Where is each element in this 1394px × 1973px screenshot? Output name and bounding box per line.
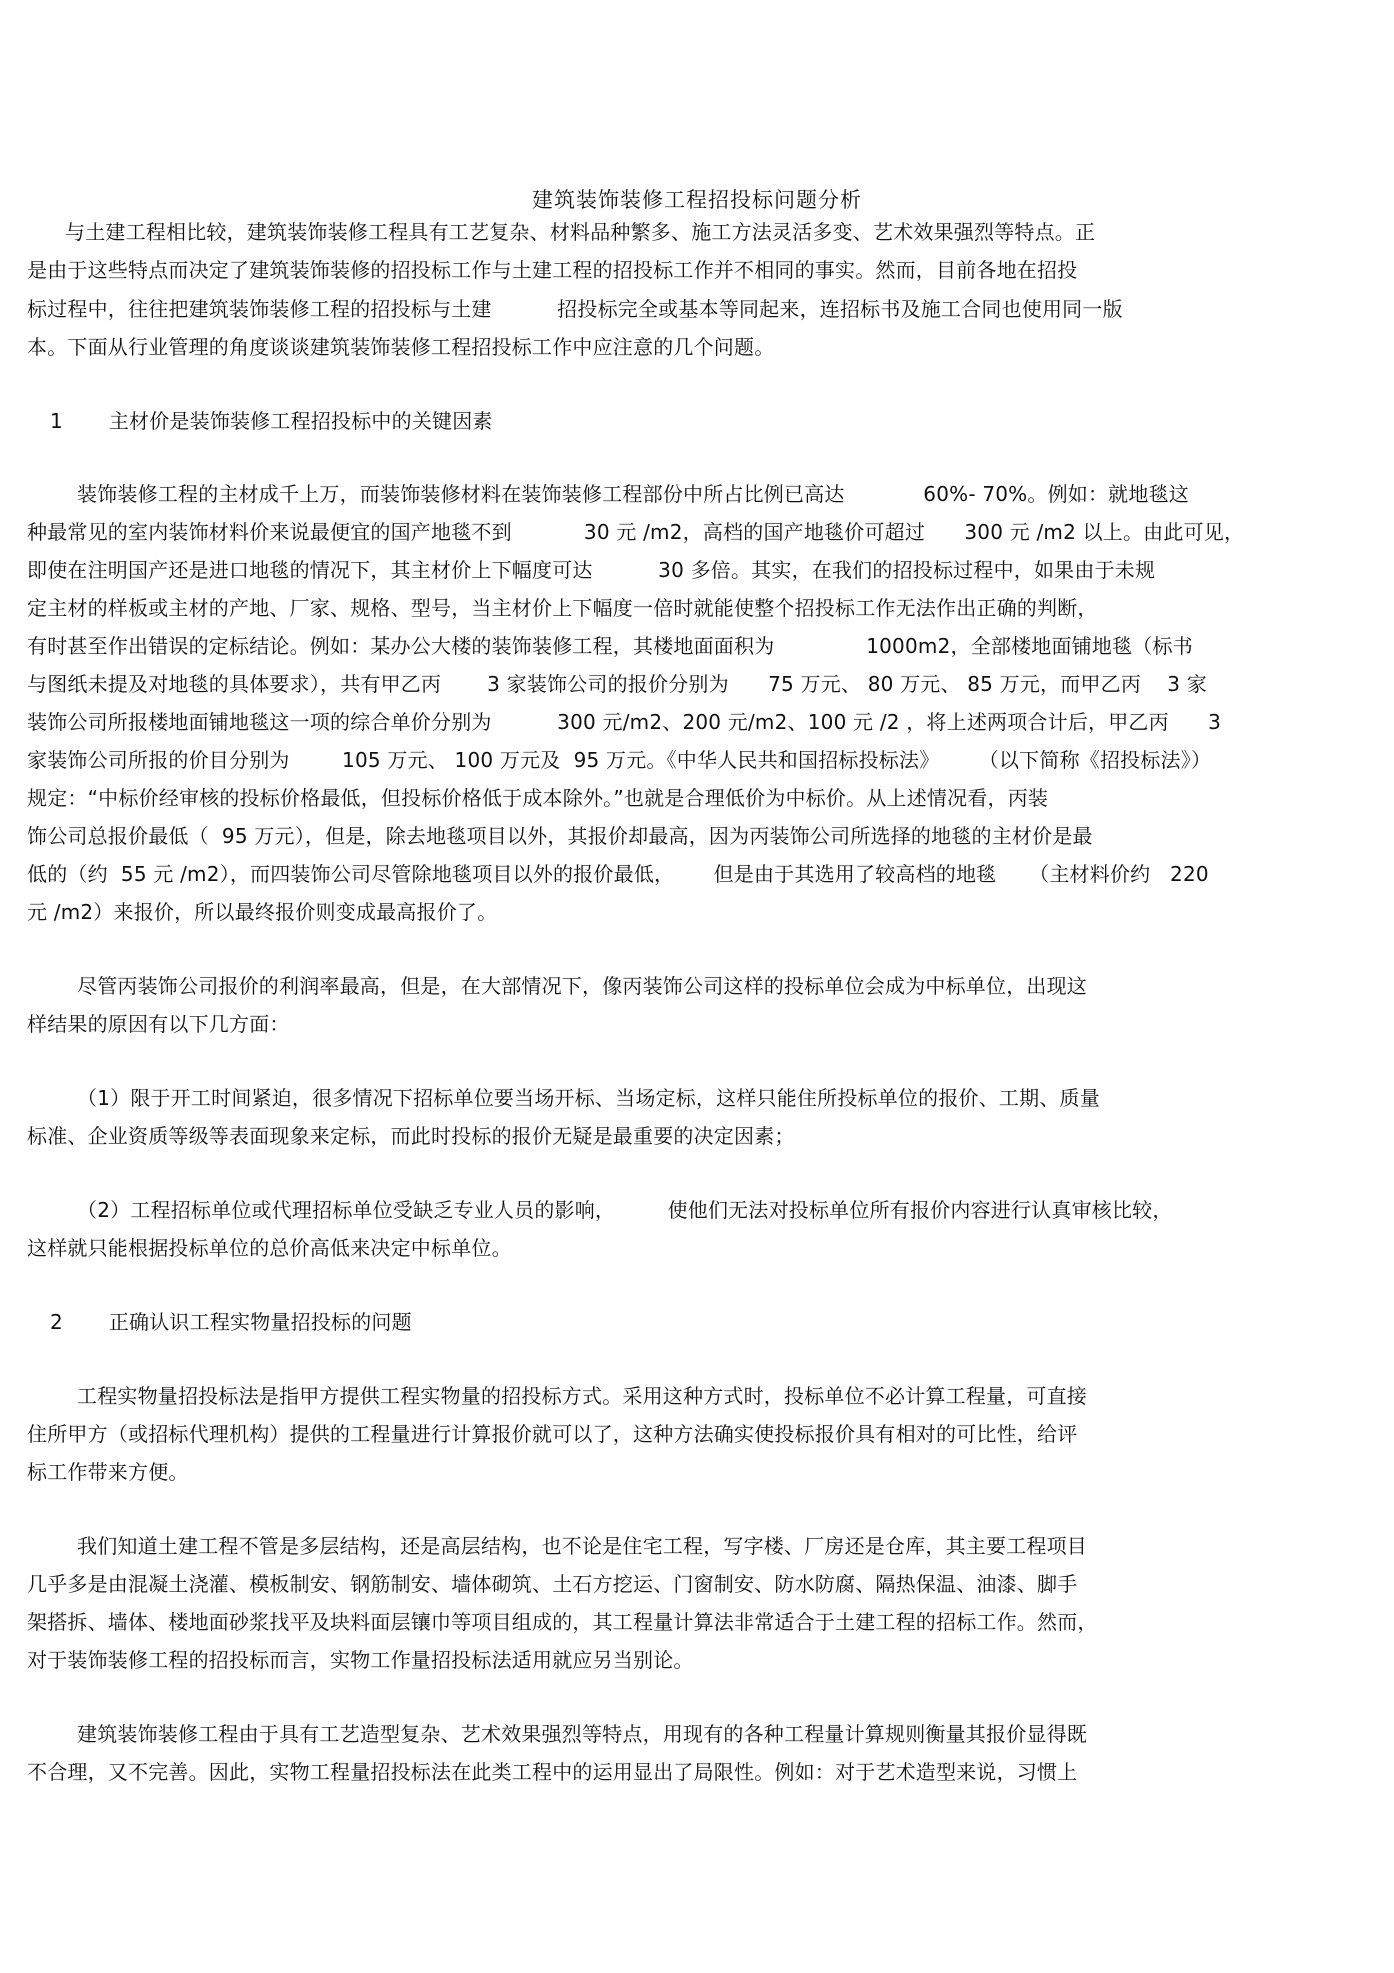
text-line: 对于装饰装修工程的招投标而言，实物工作量招投标法适用就应另当别论。 xyxy=(27,1648,694,1672)
text-line: 规定：“中标价经审核的投标价格最低，但投标价格低于成本除外。”也就是合理低价为中标价。从上述情况看，丙装 xyxy=(27,786,1049,810)
text-line: 我们知道土建工程不管是多层结构，还是高层结构，也不论是住宅工程，写字楼、厂房还是仓库，其主要工程项目 xyxy=(77,1534,1087,1558)
text-line: 元 /m2）来报价，所以最终报价则变成最高报价了。 xyxy=(27,900,498,924)
text-line: 住所甲方（或招标代理机构）提供的工程量进行计算报价就可以了，这种方法确实使投标报价具有相对的可比性，给评 xyxy=(27,1422,1078,1446)
text-line: 几乎多是由混凝土浇灌、模板制安、钢筋制安、墙体砌筑、土石方挖运、门窗制安、防水防腐、隔热保温、油漆、脚手 xyxy=(27,1572,1078,1596)
document-title: 建筑装饰装修工程招投标问题分析 xyxy=(532,188,862,212)
text-line: 这样就只能根据投标单位的总价高低来决定中标单位。 xyxy=(27,1236,512,1260)
text-line: 装饰装修工程的主材成千上万，而装饰装修材料在装饰装修工程部份中所占比例已高达 60%- 70%。例如：就地毯这 xyxy=(77,482,1189,506)
text-line: 建筑装饰装修工程由于具有工艺造型复杂、艺术效果强烈等特点，用现有的各种工程量计算规则衡量其报价显得既 xyxy=(77,1722,1087,1746)
text-line: 1 主材价是装饰装修工程招投标中的关键因素 xyxy=(50,409,493,433)
text-line: 与图纸未提及对地毯的具体要求），共有甲乙丙 3 家装饰公司的报价分别为 75 万元、 80 万元、 85 万元，而甲乙丙 3 家 xyxy=(27,672,1207,696)
text-line: 标过程中，往往把建筑装饰装修工程的招投标与土建 招投标完全或基本等同起来，连招标书及施工合同也使用同一版 xyxy=(27,297,1123,321)
text-line: 标准、企业资质等级等表面现象来定标，而此时投标的报价无疑是最重要的决定因素； xyxy=(27,1124,795,1148)
text-line: 装饰公司所报楼地面铺地毯这一项的综合单价分别为 300 元/m2、200 元/m2、100 元 /2 ，将上述两项合计后，甲乙丙 3 xyxy=(27,710,1222,734)
text-line: 不合理，又不完善。因此，实物工程量招投标法在此类工程中的运用显出了局限性。例如：对于艺术造型来说，习惯上 xyxy=(27,1760,1078,1784)
text-line: 饰公司总报价最低（ 95 万元），但是，除去地毯项目以外，其报价却最高，因为丙装饰公司所选择的地毯的主材价是最 xyxy=(27,824,1093,848)
text-line: 有时甚至作出错误的定标结论。例如：某办公大楼的装饰装修工程，其楼地面面积为 1000m2，全部楼地面铺地毯（标书 xyxy=(27,634,1193,658)
text-line: 尽管丙装饰公司报价的利润率最高，但是，在大部情况下，像丙装饰公司这样的投标单位会成为中标单位，出现这 xyxy=(77,974,1087,998)
text-line: 本。下面从行业管理的角度谈谈建筑装饰装修工程招投标工作中应注意的几个问题。 xyxy=(27,335,775,359)
text-line: （2）工程招标单位或代理招标单位受缺乏专业人员的影响， 使他们无法对投标单位所有报价内容进行认真审核比较， xyxy=(77,1198,1173,1222)
text-line: 架搭拆、墙体、楼地面砂浆找平及块料面层镶巾等项目组成的，其工程量计算法非常适合于土建工程的招标工作。然而， xyxy=(27,1610,1098,1634)
text-line: 样结果的原因有以下几方面： xyxy=(27,1012,290,1036)
text-line: （1）限于开工时间紧迫，很多情况下招标单位要当场开标、当场定标，这样只能住所投标单位的报价、工期、质量 xyxy=(77,1086,1100,1110)
text-line: 即使在注明国产还是进口地毯的情况下，其主材价上下幅度可达 30 多倍。其实，在我们的招投标过程中，如果由于未规 xyxy=(27,558,1156,582)
text-line: 种最常见的室内装饰材料价来说最便宜的国产地毯不到 30 元 /m2，高档的国产地毯价可超过 300 元 /m2 以上。由此可见， xyxy=(27,520,1245,544)
text-line: 家装饰公司所报的价目分别为 105 万元、 100 万元及 95 万元。《中华人民共和国招标投标法》 （以下简称《招投标法》） xyxy=(27,748,1212,772)
text-line: 低的（约 55 元 /m2），而四装饰公司尽管除地毯项目以外的报价最低， 但是由于其选用了较高档的地毯 （主材料价约 220 xyxy=(27,862,1209,886)
text-line: 定主材的样板或主材的产地、厂家、规格、型号，当主材价上下幅度一倍时就能使整个招投标工作无法作出正确的判断， xyxy=(27,596,1098,620)
text-line: 与土建工程相比较，建筑装饰装修工程具有工艺复杂、材料品种繁多、施工方法灵活多变、艺术效果强烈等特点。正 xyxy=(65,220,1096,244)
text-line: 标工作带来方便。 xyxy=(27,1460,189,1484)
text-line: 2 正确认识工程实物量招投标的问题 xyxy=(50,1310,412,1334)
text-line: 工程实物量招投标法是指甲方提供工程实物量的招投标方式。采用这种方式时，投标单位不必计算工程量，可直接 xyxy=(77,1384,1087,1408)
text-line: 是由于这些特点而决定了建筑装饰装修的招投标工作与土建工程的招投标工作并不相同的事实。然而，目前各地在招投 xyxy=(27,258,1078,282)
